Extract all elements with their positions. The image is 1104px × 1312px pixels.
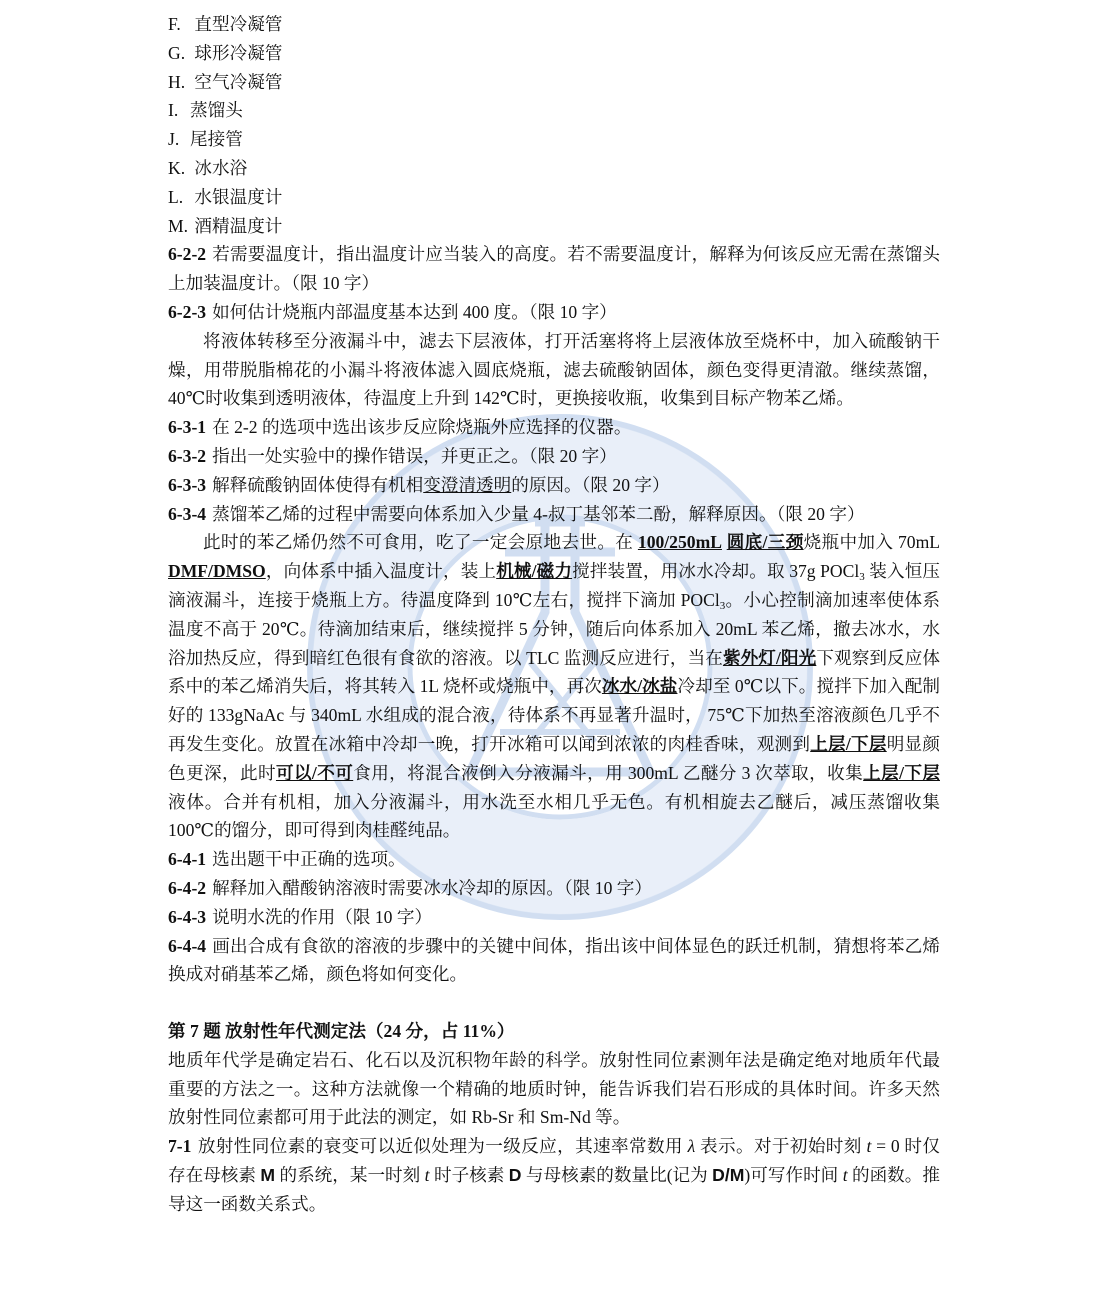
choice-flask-volume: 100/250mL [637,532,722,553]
underlined-phrase: 变澄清透明 [423,474,512,495]
instrument-options-list [168,10,940,240]
choice-cooling: 冰水/冰盐 [601,676,678,697]
question-6-4-1: 6-4-1 选出题干中正确的选项。 [168,849,406,870]
choice-solvent: DMF/DMSO [168,561,266,582]
question-6-4-3: 6-4-3 说明水洗的作用（限 10 字） [168,906,433,927]
choice-layer-color: 上层/下层 [810,733,887,754]
question-6-3-4: 6-3-4 蒸馏苯乙烯的过程中需要向体系加入少量 4-叔丁基邻苯二酚，解释原因。（限 20 字） [168,503,865,524]
option-item: M. 酒精温度计 [168,215,283,236]
question-6-2-3: 6-2-3 如何估计烧瓶内部温度基本达到 400 度。（限 10 字） [168,301,617,322]
spacer [168,989,940,1017]
option-item: H. 空气冷凝管 [168,71,283,92]
choice-flask-type: 圆底/三颈 [726,532,804,553]
section-7-title: 第 7 题 放射性年代测定法（24 分，占 11%） [168,1021,515,1042]
choice-edible: 可以/不可 [275,762,354,783]
choice-stirring: 机械/磁力 [496,561,573,582]
procedure-paragraph-2: 此时的苯乙烯仍然不可食用，吃了一定会原地去世。在 100/250mL 圆底/三颈烧瓶中加入 70mL DMF/DMSO，向体系中插入温度计，装上机械/磁力搅拌装置，用冰水冷却。取 37g POCl$_3$ 装入恒压滴液漏斗，连接于烧瓶上方。待温度降到 10℃左右，搅拌下滴加 POCl$_3$。小心控制滴加速率使体系温度不高于 20℃。待滴加结束后，继续搅拌 5 分钟，随后向体系加入 20mL 苯乙烯，撤去冰水，水浴加热反应，得到暗红色很有食欲的溶液。以 TLC 监测反应进行，当在紫外灯/阳光下观察到反应体系中的苯乙烯消失后，将其转入 1L 烧杯或烧瓶中，再次冰水/冰盐冷却至 0℃以下。搅拌下加入配制好的 133gNaAc 与 340mL 水组成的混合液，待体系不再显著升温时， 75℃下加热至溶液颜色几乎不再发生变化。放置在冰箱中冷却一晚，打开冰箱可以闻到浓浓的肉桂香味，观测到上层/下层明显颜色更深，此时可以/不可食用，将混合液倒入分液漏斗，用 300mL 乙醚分 3 次萃取，收集上层/下层液体。合并有机相，加入分液漏斗，用水洗至水相几乎无色。有机相旋去乙醚后，减压蒸馏收集 100℃的馏分，即可得到肉桂醛纯品。 [168,532,941,841]
question-6-3-2: 6-3-2 指出一处实验中的操作错误，并更正之。（限 20 字） [168,445,617,466]
question-6-2-2: 6-2-2 若需要温度计，指出温度计应当装入的高度。若不需要温度计，解释为何该反应无需在蒸馏头上加装温度计。（限 10 字） [168,244,940,294]
question-6-3-3: 6-3-3 解释硫酸钠固体使得有机相变澄清透明的原因。（限 20 字） [168,474,670,495]
option-item: J. 尾接管 [168,129,243,150]
option-item: G. 球形冷凝管 [168,42,283,63]
choice-light-source: 紫外灯/阳光 [722,647,817,668]
option-item: K. 冰水浴 [168,157,248,178]
section-7-intro: 地质年代学是确定岩石、化石以及沉积物年龄的科学。放射性同位素测年法是确定绝对地质年代最重要的方法之一。这种方法就像一个精确的地质时钟，能告诉我们岩石形成的具体时间。许多天然放射性同位素都可用于此法的测定，如 Rb-Sr 和 Sm-Nd 等。 [168,1049,940,1128]
option-item: F. 直型冷凝管 [168,14,283,34]
choice-collect-layer: 上层/下层 [863,762,940,783]
question-7-1: 7-1 放射性同位素的衰变可以近似处理为一级反应，其速率常数用 λ 表示。对于初始时刻 t = 0 时仅存在母核素 M 的系统，某一时刻 t 时子核素 D 与母核素的数量比(记为 D/M)可写作时间 t 的函数。推导这一函数关系式。 [168,1136,940,1214]
question-6-4-4: 6-4-4 画出合成有食欲的溶液的步骤中的关键中间体，指出该中间体显色的跃迁机制，猜想将苯乙烯换成对硝基苯乙烯，颜色将如何变化。 [168,935,940,985]
option-item: I. 蒸馏头 [168,100,243,121]
option-item: L. 水银温度计 [168,186,283,207]
procedure-paragraph-1: 将液体转移至分液漏斗中，滤去下层液体，打开活塞将将上层液体放至烧杯中，加入硫酸钠干燥，用带脱脂棉花的小漏斗将液体滤入圆底烧瓶，滤去硫酸钠固体，颜色变得更清澈。继续蒸馏，40℃时收集到透明液体，待温度上升到 142℃时，更换接收瓶，收集到目标产物苯乙烯。 [168,330,940,409]
document-page [168,10,940,1219]
question-6-4-2: 6-4-2 解释加入醋酸钠溶液时需要冰水冷却的原因。（限 10 字） [168,877,652,898]
question-6-3-1: 6-3-1 在 2-2 的选项中选出该步反应除烧瓶外应选择的仪器。 [168,417,632,438]
